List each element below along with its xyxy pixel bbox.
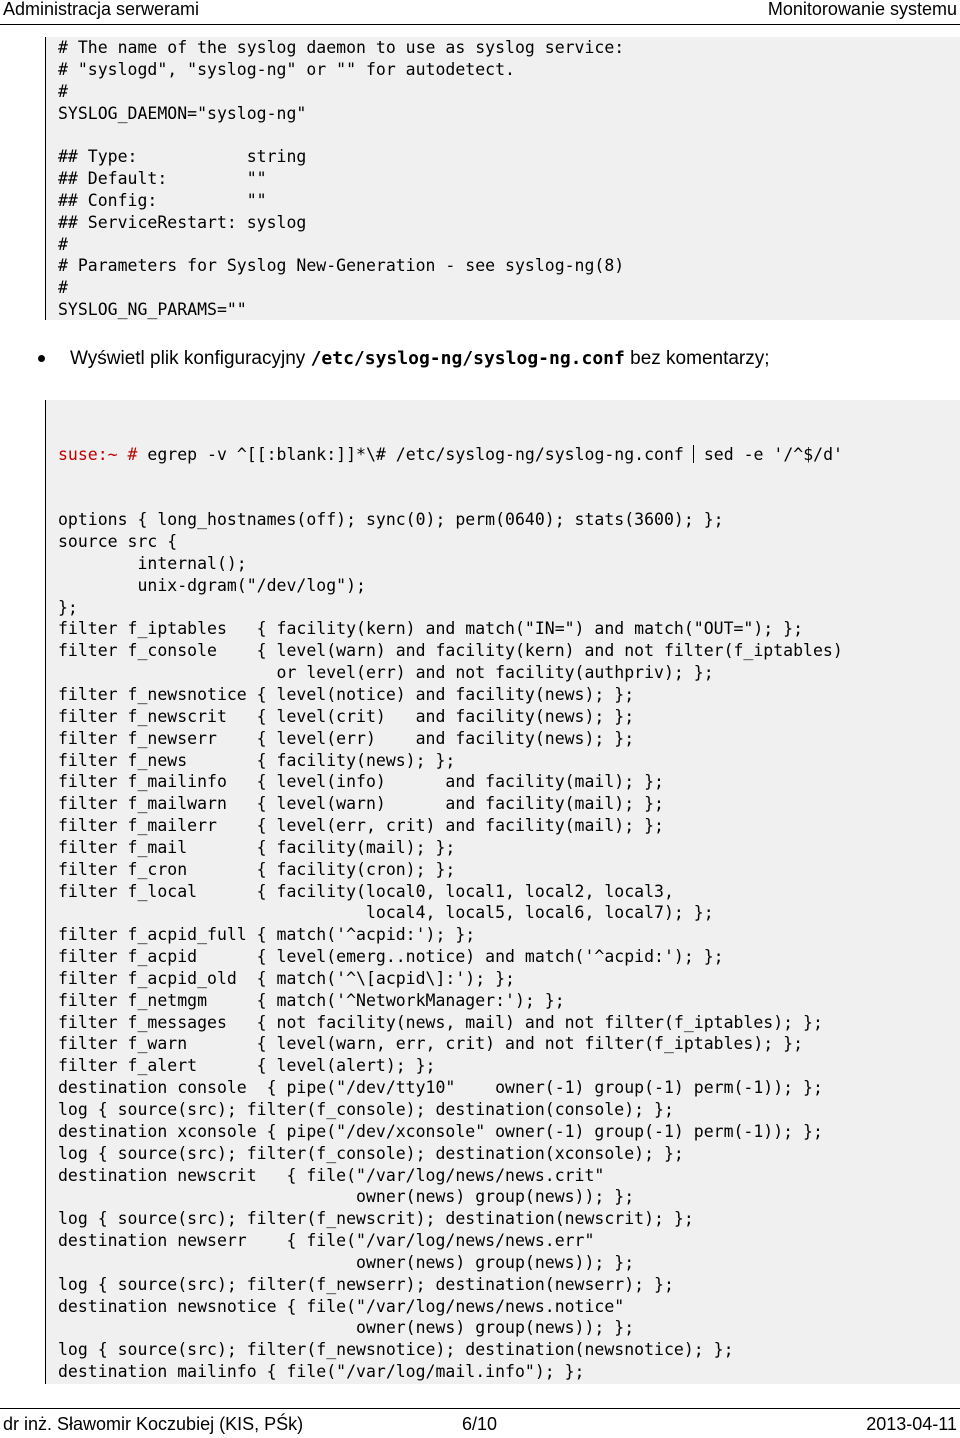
page-footer [0, 1408, 960, 1437]
header-course-title: Administracja serwerami [3, 0, 200, 19]
code-line: internal(); [58, 553, 247, 573]
code-line: filter f_mailerr { level(err, crit) and facility(mail); }; [58, 816, 664, 836]
code-line: filter f_acpid_old { match('^\[acpid\]:'); }; [58, 968, 515, 988]
code-line: ## ServiceRestart: syslog [58, 212, 307, 232]
code-line: # The name of the syslog daemon to use as syslog service: [58, 38, 625, 57]
code-line: filter f_cron { facility(cron); }; [58, 859, 456, 879]
code-line: filter f_newscrit { level(crit) and facility(news); }; [58, 706, 635, 726]
code-line: filter f_mailinfo { level(info) and facility(mail); }; [58, 772, 664, 792]
code-line: log { source(src); filter(f_console); destination(xconsole); }; [58, 1143, 684, 1163]
code-line: filter f_newsnotice { level(notice) and facility(news); }; [58, 684, 635, 704]
code-output [46, 509, 960, 1384]
code-line: local4, local5, local6, local7); }; [58, 903, 714, 923]
code-line: filter f_mail { facility(mail); }; [58, 837, 456, 857]
page-header [0, 0, 960, 25]
code-line: destination xconsole { pipe("/dev/xconsole" owner(-1) group(-1) perm(-1)); }; [58, 1121, 823, 1141]
code-line: ## Type: string [58, 147, 307, 167]
code-line: source src { [58, 532, 178, 552]
code-line: destination newserr { file("/var/log/news/news.err" [58, 1231, 595, 1251]
code-line: owner(news) group(news)); }; [58, 1318, 635, 1338]
code-line: filter f_alert { level(alert); }; [58, 1056, 436, 1076]
code-line [46, 1383, 960, 1384]
bullet-text [70, 344, 770, 374]
footer-author: dr inż. Sławomir Koczubiej (KIS, PŚk) [3, 1414, 304, 1434]
config-file-path: /etc/syslog-ng/syslog-ng.conf [310, 348, 625, 369]
code-line: destination newsnotice { file("/var/log/news/news.notice" [58, 1296, 625, 1316]
code-line: log { source(src); filter(f_console); destination(console); }; [58, 1100, 674, 1119]
code-line [46, 124, 960, 146]
code-line: # [58, 234, 68, 254]
command-line [46, 444, 960, 466]
bullet-dot-icon [38, 355, 45, 362]
code-line: filter f_console { level(warn) and facility(kern) and not filter(f_iptables) [58, 641, 843, 661]
code-line: unix-dgram("/dev/log"); [58, 575, 366, 595]
code-line: ## Config: "" [58, 190, 267, 210]
code-line: # [58, 278, 68, 298]
pipe-command: sed -e '/^$/d' [703, 444, 843, 464]
code-line: filter f_netmgm { match('^NetworkManager:'); }; [58, 990, 565, 1010]
code-line: filter f_acpid { level(emerg..notice) and match('^acpid:'); }; [58, 947, 724, 967]
code-line: filter f_news { facility(news); }; [58, 750, 456, 770]
code-line: destination mailinfo { file("/var/log/mail.info"); }; [58, 1362, 585, 1382]
bullet-text-after: bez komentarzy; [624, 348, 770, 369]
code-line: filter f_warn { level(warn, err, crit) and not filter(f_iptables); }; [58, 1034, 804, 1054]
code-line: filter f_acpid_full { match('^acpid:'); }; [58, 925, 476, 945]
code-line: filter f_messages { not facility(news, mail) and not filter(f_iptables); }; [58, 1012, 823, 1032]
code-line: SYSLOG_DAEMON="syslog-ng" [58, 103, 307, 123]
footer-page-number: 6/10 [462, 1414, 498, 1434]
code-line: filter f_local { facility(local0, local1, local2, local3, [58, 881, 674, 901]
footer-date: 2013-04-11 [866, 1414, 957, 1434]
command-text: egrep -v ^[[:blank:]]*\# /etc/syslog-ng/syslog-ng.conf [137, 444, 684, 464]
code-line: options { long_hostnames(off); sync(0); perm(0640); stats(3600); }; [58, 510, 724, 530]
code-line: filter f_mailwarn { level(warn) and facility(mail); }; [58, 794, 664, 814]
code-line: ## Default: "" [58, 169, 267, 189]
code-line: # [58, 81, 68, 101]
code-line: SYSLOG_NG_PARAMS="" [58, 300, 247, 320]
code-line: # "syslogd", "syslog-ng" or "" for autodetect. [58, 59, 515, 79]
code-block-sysconfig [45, 37, 960, 320]
code-line: owner(news) group(news)); }; [58, 1187, 635, 1207]
header-section-title: Monitorowanie systemu [767, 0, 957, 19]
code-block-syslog-ng-conf [45, 400, 960, 1384]
pipe-separator [693, 445, 694, 463]
code-line: log { source(src); filter(f_newserr); destination(newserr); }; [58, 1274, 674, 1294]
code-line: or level(err) and not facility(authpriv); }; [58, 663, 714, 683]
bullet-item [38, 344, 938, 374]
code-line: owner(news) group(news)); }; [58, 1252, 635, 1272]
bullet-text-before: Wyświetl plik konfiguracyjny [70, 348, 311, 369]
shell-prompt: suse:~ # [58, 444, 138, 464]
code-line: }; [58, 597, 78, 617]
code-line: filter f_iptables { facility(kern) and match("IN=") and match("OUT="); }; [58, 619, 804, 639]
code-line: # Parameters for Syslog New-Generation - see syslog-ng(8) [58, 256, 625, 276]
code-line: destination newscrit { file("/var/log/news/news.crit" [58, 1165, 605, 1185]
code-line: log { source(src); filter(f_newsnotice); destination(newsnotice); }; [58, 1340, 734, 1360]
code-line: filter f_newserr { level(err) and facility(news); }; [58, 728, 635, 748]
code-line: destination console { pipe("/dev/tty10" owner(-1) group(-1) perm(-1)); }; [58, 1078, 823, 1098]
code-line: log { source(src); filter(f_newscrit); destination(newscrit); }; [58, 1209, 694, 1229]
